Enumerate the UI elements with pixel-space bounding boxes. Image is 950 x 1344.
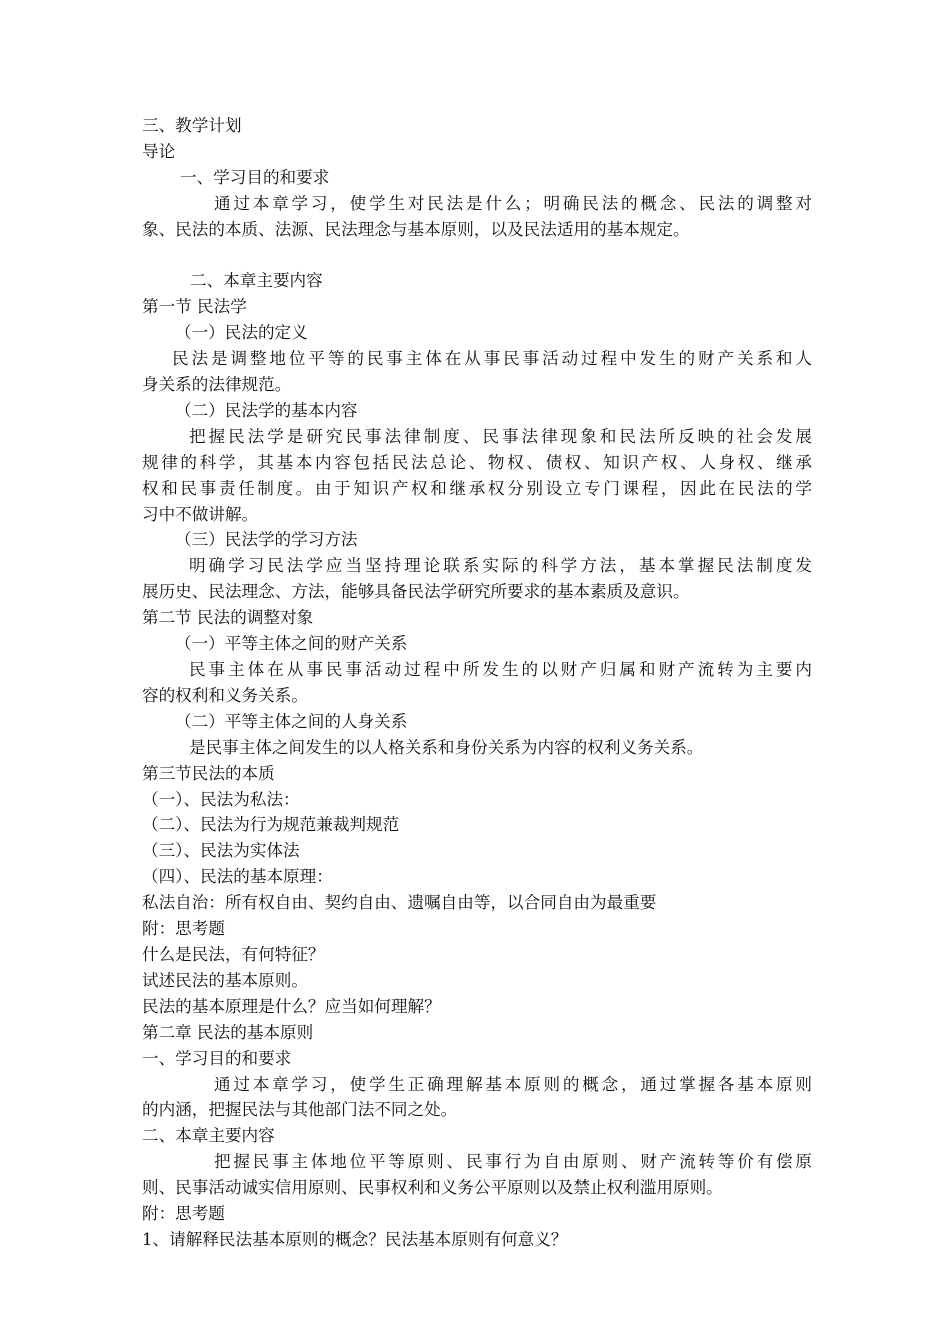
text-line: 把握民法学是研究民事法律制度、民事法律现象和民法所反映的社会发展 [189,426,812,446]
text-line: 通过本章学习，使学生正确理解基本原则的概念，通过掌握各基本原则 [214,1074,812,1094]
text-line: 什么是民法，有何特征？ [142,944,325,964]
text-line: 习中不做讲解。 [142,504,259,524]
document-body [142,113,812,1253]
text-line: 附：思考题 [142,919,225,939]
text-line: （二）民法学的基本内容 [175,400,358,420]
text-line: 的内涵，把握民法与其他部门法不同之处。 [142,1100,458,1120]
text-line: 身关系的法律规范。 [142,375,292,395]
text-line: 第三节民法的本质 [142,763,275,783]
text-line: 二、本章主要内容 [142,1126,275,1146]
text-line: （一）平等主体之间的财产关系 [175,634,408,654]
text-line: 权和民事责任制度。由于知识产权和继承权分别设立专门课程，因此在民法的学 [142,478,812,498]
text-line: 一、学习目的和要求 [180,167,330,187]
text-line: （四）、民法的基本原理： [142,867,333,887]
text-line: 通过本章学习，使学生对民法是什么；明确民法的概念、民法的调整对 [214,193,812,213]
text-line: 1、请解释民法基本原则的概念？民法基本原则有何意义？ [142,1229,568,1249]
text-line: 第二章 民法的基本原则 [142,1022,314,1042]
text-line: （一）、民法为私法： [142,789,300,809]
text-line: （一）民法的定义 [175,323,308,343]
text-line: 象、民法的本质、法源、民法理念与基本原则，以及民法适用的基本规定。 [142,219,690,239]
text-line: 是民事主体之间发生的以人格关系和身份关系为内容的权利义务关系。 [189,737,704,757]
text-line: 民法的基本原理是什么？应当如何理解？ [142,996,441,1016]
text-line: （三）民法学的学习方法 [175,530,358,550]
text-line: 展历史、民法理念、方法，能够具备民法学研究所要求的基本素质及意识。 [142,582,690,602]
text-line: 私法自治：所有权自由、契约自由、遗嘱自由等，以合同自由为最重要 [142,893,657,913]
text-line: 民法是调整地位平等的民事主体在从事民事活动过程中发生的财产关系和人 [172,349,812,369]
text-line: 把握民事主体地位平等原则、民事行为自由原则、财产流转等价有偿原 [214,1152,812,1172]
text-line: 试述民法的基本原则。 [142,970,308,990]
text-line: （二）平等主体之间的人身关系 [175,711,408,731]
text-line: 则、民事活动诚实信用原则、民事权利和义务公平原则以及禁止权利滥用原则。 [142,1178,723,1198]
text-line: 第二节 民法的调整对象 [142,608,314,628]
text-line: （三）、民法为实体法 [142,841,300,861]
text-line: 一、学习目的和要求 [142,1048,292,1068]
text-line: 容的权利和义务关系。 [142,685,308,705]
text-line: 三、教学计划 [142,116,242,135]
text-line: 第一节 民法学 [142,297,247,317]
text-line: 规律的科学，其基本内容包括民法总论、物权、债权、知识产权、人身权、继承 [142,452,812,472]
blank-line [142,243,812,269]
text-line: 民事主体在从事民事活动过程中所发生的以财产归属和财产流转为主要内 [189,660,812,680]
text-line: 附：思考题 [142,1204,225,1224]
text-line: 导论 [142,141,176,161]
text-line: （二）、民法为行为规范兼裁判规范 [142,815,400,835]
text-line: 明确学习民法学应当坚持理论联系实际的科学方法，基本掌握民法制度发 [189,556,812,576]
text-line: 二、本章主要内容 [190,271,323,291]
